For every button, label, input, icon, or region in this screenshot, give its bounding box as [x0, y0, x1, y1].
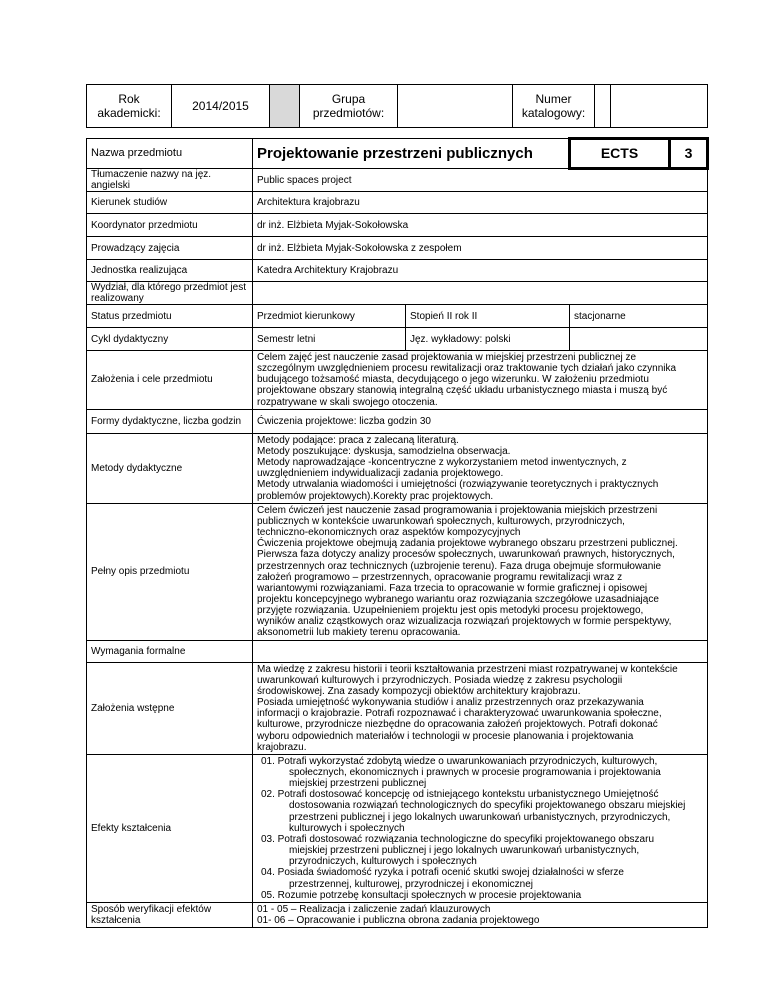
outcome-line: 05. Rozumie potrzebę konsultacji społecznych w procesie projektowania — [261, 889, 582, 901]
methods-text — [253, 433, 708, 503]
goals-label: Założenia i cele przedmiotu — [87, 351, 253, 410]
prerequisites-row — [87, 662, 708, 754]
translation-value: Public spaces project — [253, 169, 708, 192]
language-value: Jęz. wykładowy: polski — [406, 328, 570, 351]
coordinator-row — [87, 214, 708, 237]
instructor-row — [87, 237, 708, 260]
text-line: wariantowymi rozwiązaniami. Faza trzecia to opracowanie w formie graficznej i opisowej — [257, 582, 648, 594]
study-mode-value: stacjonarne — [570, 305, 708, 328]
degree-level-value: Stopień II rok II — [406, 305, 570, 328]
translation-label: Tłumaczenie nazwy na jęz. angielski — [87, 169, 253, 192]
course-name-row — [87, 139, 708, 169]
verification-label: Sposób weryfikacji efektów kształcenia — [87, 902, 253, 927]
text-line: przestrzennych oraz technicznych (uzbrojenie terenu). Faza druga obejmuje sformułowanie — [257, 560, 662, 572]
catalog-number-label: Numer katalogowy: — [513, 85, 595, 128]
requirements-label: Wymagania formalne — [87, 640, 253, 662]
text-line: Celem ćwiczeń jest nauczenie zasad programowania i projektowania miejskich przestrzeni — [257, 504, 658, 516]
outcome-line: kulturowych i społecznych — [289, 822, 405, 834]
requirements-row — [87, 640, 708, 662]
field-of-study-row — [87, 192, 708, 214]
academic-year-label: Rok akademicki: — [87, 85, 172, 128]
status-value: Przedmiot kierunkowy — [253, 305, 406, 328]
prerequisites-label: Założenia wstępne — [87, 662, 253, 754]
text-line: publicznych w kontekście uwarunkowań społecznych, kulturowych, przyrodniczych, — [257, 515, 625, 527]
academic-year-value: 2014/2015 — [172, 85, 270, 128]
outcome-line: dostosowania rozwiązań technologicznych do specyfiki projektowanego obszaru miejskiej — [289, 800, 686, 812]
ects-label: ECTS — [570, 139, 670, 169]
outcome-line: miejskiej przestrzeni publicznej — [289, 778, 427, 790]
text-line: budującego tożsamość miasta, decydującego o jego wizerunku. W założeniu przedmiotu — [257, 374, 649, 386]
outcome-line: 01. Potrafi wykorzystać zdobytą wiedze o uwarunkowaniach przyrodniczych, kulturowych, — [261, 755, 658, 767]
instructor-value: dr inż. Elżbieta Myjak-Sokołowska z zespołem — [253, 237, 708, 260]
field-of-study-value: Architektura krajobrazu — [253, 192, 708, 214]
text-line: Posiada umiejętność wykonywania studiów i analiz przestrzennych oraz przekazywania — [257, 697, 644, 709]
text-line: informacji o krajobrazie. Potrafi rozpoznawać i charakteryzować uwarunkowania społeczne, — [257, 708, 662, 720]
outcomes-list — [253, 754, 708, 902]
faculty-row — [87, 282, 708, 305]
outcomes-label: Efekty kształcenia — [87, 754, 253, 902]
description-text — [253, 503, 708, 640]
text-line: środowiskowej. Zna zasady kompozycji obiektów architektury krajobrazu. — [257, 685, 581, 697]
outcome-line: 04. Posiada świadomość ryzyka i potrafi ocenić skutki swojej działalności w sferze — [261, 867, 624, 879]
verification-row — [87, 902, 708, 927]
ects-value: 3 — [670, 139, 708, 169]
description-row — [87, 503, 708, 640]
catalog-number-value — [611, 85, 708, 128]
catalog-number-spacer — [595, 85, 611, 128]
cycle-label: Cykl dydaktyczny — [87, 328, 253, 351]
field-of-study-label: Kierunek studiów — [87, 192, 253, 214]
text-line: przyjęte rozwiązania. Uzupełnieniem projektu jest opis metodyki procesu projektowego, — [257, 605, 644, 617]
cycle-row — [87, 328, 708, 351]
faculty-label: Wydział, dla którego przedmiot jest realizowany — [87, 282, 253, 305]
prerequisites-text — [253, 662, 708, 754]
text-line: Pierwsza faza dotyczy analizy procesów społecznych, uwarunkowań prawnych, historycznych, — [257, 549, 675, 561]
goals-text — [253, 351, 708, 410]
text-line: wyboru odpowiednich materiałów i technologii w procesie planowania i projektowania — [257, 730, 634, 742]
text-line: szczególnym uwzględnieniem procesu rewitalizacji oraz traktowanie tych działań jako czynnika — [257, 363, 677, 375]
text-line: problemów projektowych).Korekty prac projektowych. — [257, 490, 494, 502]
text-line: rozpatrywane w skali swojego otoczenia. — [257, 396, 438, 408]
text-line: Metody poszukujące: dyskusja, samodzielna obserwacja. — [257, 445, 511, 457]
status-row — [87, 305, 708, 328]
course-name-value: Projektowanie przestrzeni publicznych — [253, 139, 570, 169]
course-group-label: Grupa przedmiotów: — [300, 85, 398, 128]
text-line: Ma wiedzę z zakresu historii i teorii kształtowania przestrzeni miast rozpatrywanej w kontekście — [257, 663, 678, 675]
header-spacer — [270, 85, 300, 128]
instructor-label: Prowadzący zajęcia — [87, 237, 253, 260]
text-line: 01- 06 – Opracowanie i publiczna obrona zadania projektowego — [257, 915, 540, 927]
unit-label: Jednostka realizująca — [87, 260, 253, 282]
outcome-line: przestrzennej, kulturowej, przyrodniczej i ekonomicznej — [289, 878, 533, 890]
text-line: uwarunkowań kulturowych i przyrodniczych. Posiada wiedzę z zakresu psychologii — [257, 674, 623, 686]
status-label: Status przedmiotu — [87, 305, 253, 328]
text-line: Metody naprowadzające -koncentryczne z wykorzystaniem metod inwentycznych, z — [257, 457, 627, 469]
cycle-empty-cell — [570, 328, 708, 351]
text-line: wyników analiz cząstkowych oraz wizualizacja rozwiązań projektowych w formie perspektywy, — [257, 616, 672, 628]
cycle-value: Semestr letni — [253, 328, 406, 351]
text-line: założeń programowo – przestrzennych, opracowanie programu rewitalizacji wraz z — [257, 571, 623, 583]
translation-row — [87, 169, 708, 192]
outcomes-row — [87, 754, 708, 902]
teaching-forms-value: Ćwiczenia projektowe: liczba godzin 30 — [253, 409, 708, 433]
text-line: 01 - 05 – Realizacja i zaliczenie zadań klauzurowych — [257, 903, 491, 915]
unit-row — [87, 260, 708, 282]
header-table — [86, 84, 708, 128]
outcome-line: przestrzeni publicznej i jego lokalnych uwarunkowań urbanistycznych, przyrodniczych, — [289, 811, 671, 823]
text-line: techniczno-ekonomicznych oraz aspektów kompozycyjnych — [257, 527, 521, 539]
text-line: projektowane obszary stanowią integralną część układu urbanistycznego miasta i muszą być — [257, 385, 668, 397]
text-line: Metody podające: praca z zalecaną literaturą. — [257, 434, 459, 446]
text-line: Ćwiczenia projektowe obejmują zadania projektowe wybranego obszaru przestrzeni publicznej. — [257, 538, 678, 550]
outcome-line: 02. Potrafi dostosować koncepcję od istniejącego kontekstu urbanistycznego Umiejętność — [261, 789, 659, 801]
course-group-value — [398, 85, 513, 128]
goals-row — [87, 351, 708, 410]
text-line: aksonometrii lub makiety terenu opracowania. — [257, 627, 461, 639]
description-label: Pełny opis przedmiotu — [87, 503, 253, 640]
unit-value: Katedra Architektury Krajobrazu — [253, 260, 708, 282]
coordinator-label: Koordynator przedmiotu — [87, 214, 253, 237]
outcome-line: miejskiej przestrzeni publicznej i jego lokalnych uwarunkowań urbanistycznych, — [289, 845, 640, 857]
outcome-line: społecznych, ekonomicznych i prawnych w procesie programowania i projektowania — [289, 767, 661, 778]
course-table — [86, 137, 709, 928]
outcome-line: 03. Potrafi dostosować rozwiązania technologiczne do specyfiki projektowanego obszaru — [261, 833, 655, 845]
coordinator-value: dr inż. Elżbieta Myjak-Sokołowska — [253, 214, 708, 237]
requirements-value — [253, 640, 708, 662]
methods-label: Metody dydaktyczne — [87, 433, 253, 503]
text-line: projektu koncepcyjnego wybranego wariantu oraz rozwiązania szczegółowe uzasadniające — [257, 593, 659, 605]
text-line: kulturowe, przyrodnicze niezbędne do opracowania założeń projektowych. Potrafi dokonać — [257, 719, 658, 731]
outcome-line: przyrodniczych, kulturowych i społecznych — [289, 856, 477, 868]
text-line: krajobrazu. — [257, 741, 307, 753]
course-name-label: Nazwa przedmiotu — [87, 139, 253, 169]
text-line: uwzględnieniem indywidualizacji zadania projektowego. — [257, 468, 504, 480]
verification-text — [253, 902, 708, 927]
text-line: Celem zajęć jest nauczenie zasad projektowania w miejskiej przestrzeni publicznej ze — [257, 352, 637, 363]
faculty-value — [253, 282, 708, 305]
text-line: Metody utrwalania wiadomości i umiejętności (rozwiązywanie teoretycznych i praktycznych — [257, 479, 659, 491]
teaching-forms-row — [87, 409, 708, 433]
teaching-forms-label: Formy dydaktyczne, liczba godzin — [87, 409, 253, 433]
methods-row — [87, 433, 708, 503]
